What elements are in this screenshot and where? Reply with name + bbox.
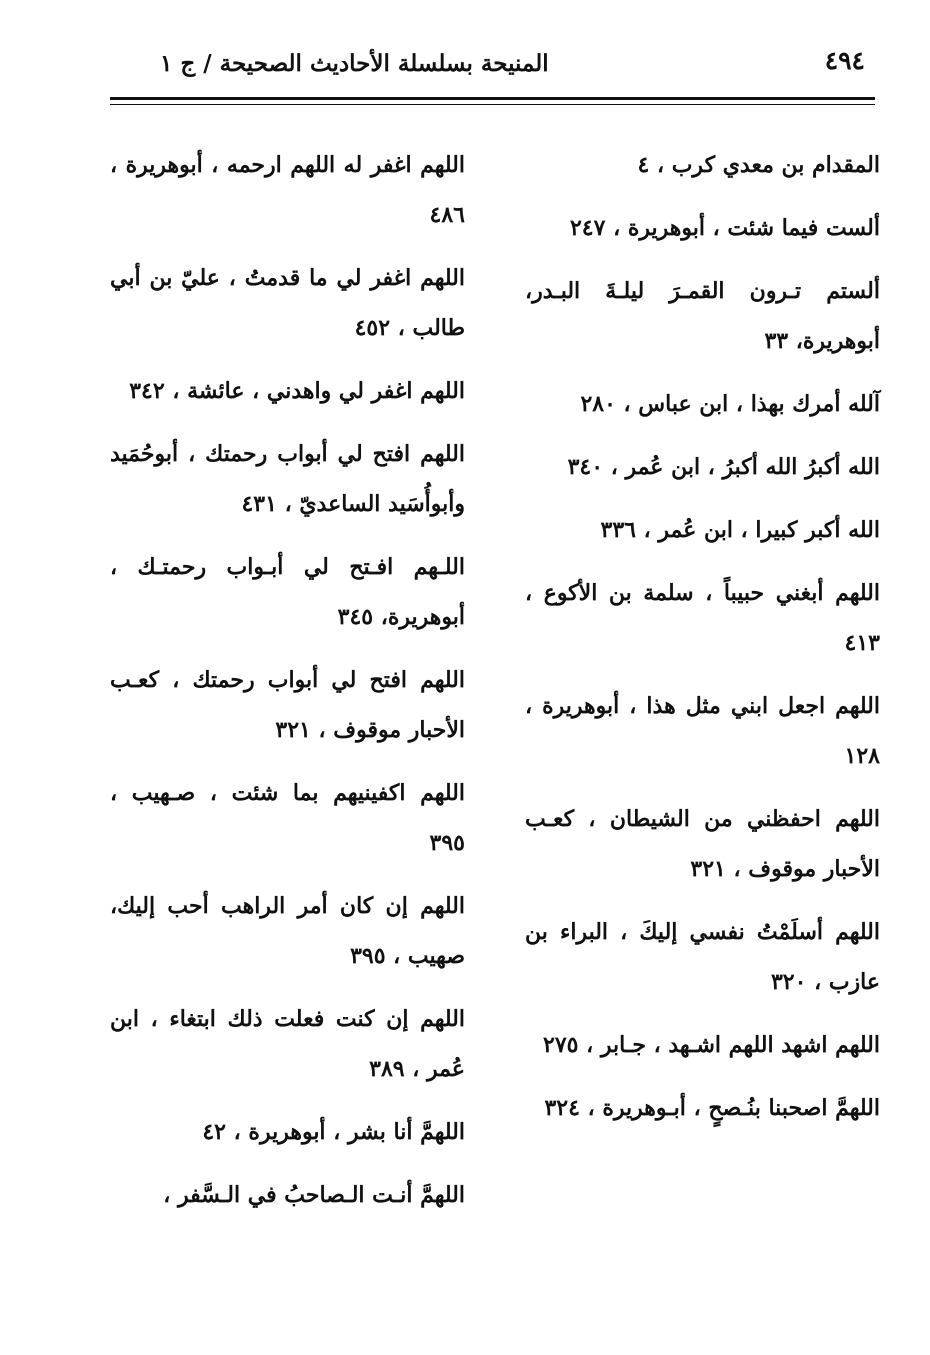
index-entry: الله أكبر كبيرا ، ابن عُمر ، ٣٣٦ <box>600 517 880 543</box>
index-entry: اللهم إن كنت فعلت ذلك ابتغاء ، ابن عُمر ، ٣٨٩ <box>110 1006 465 1082</box>
index-entry: اللهم إن كان أمر الراهب أحب إليك، صهيب ، ٣٩٥ <box>110 893 465 969</box>
index-entry: اللهم اشهد اللهم اشـهد ، جـابر ، ٢٧٥ <box>543 1032 880 1058</box>
index-entry: اللهمَّ أنـت الـصاحبُ في الـسَّفر ، <box>163 1182 465 1208</box>
index-entry: اللهم افتح لي أبواب رحمتك ، كعـب الأحبار موقوف ، ٣٢١ <box>110 667 465 743</box>
index-entry: اللهم اكفينيهم بما شئت ، صـهيب ، ٣٩٥ <box>110 780 465 856</box>
index-entry: اللهمَّ اصحبنا بنُـصحٍ ، أبـوهريرة ، ٣٢٤ <box>544 1095 880 1121</box>
index-entry: اللهم احفظني من الشيطان ، كعـب الأحبار موقوف ، ٣٢١ <box>525 806 880 882</box>
index-entry: اللهم افتح لي أبواب رحمتك ، أبوحُمَيد وأبوأُسَيد الساعديّ ، ٤٣١ <box>110 441 465 517</box>
index-entry: اللهم أسلَمْتُ نفسي إليكَ ، البراء بن عازب ، ٣٢٠ <box>525 919 880 995</box>
index-entry: اللهمَّ أنا بشر ، أبوهريرة ، ٤٢ <box>202 1119 465 1145</box>
index-entry: ألست فيما شئت ، أبوهريرة ، ٢٤٧ <box>569 215 880 241</box>
index-entry: اللهم اغفر لي واهدني ، عائشة ، ٣٤٢ <box>129 378 465 404</box>
header-rule-thin <box>110 104 875 105</box>
index-entry: المقدام بن معدي كرب ، ٤ <box>637 152 880 178</box>
index-entry: اللهم اغفر له اللهم ارحمه ، أبوهريرة ، ٤٨٦ <box>110 152 465 228</box>
index-entry: اللهم اجعل ابني مثل هذا ، أبوهريرة ، ١٢٨ <box>525 693 880 769</box>
page-header <box>110 40 875 90</box>
index-entry: الله أكبرُ الله أكبرُ ، ابن عُمر ، ٣٤٠ <box>567 454 880 480</box>
index-entry: اللهم أبغني حبيباً ، سلمة بن الأكوع ، ٤١٣ <box>525 580 880 656</box>
header-rule-thick <box>110 97 875 100</box>
index-column-left <box>110 140 465 1233</box>
index-column-right <box>525 140 880 1146</box>
index-entry: اللهم اغفر لي ما قدمتُ ، عليّ بن أبي طالب ، ٤٥٢ <box>110 265 465 341</box>
index-entry: ألستم تـرون القمـرَ ليلـةَ البـدر، أبوهريرة، ٣٣ <box>525 278 880 354</box>
index-entry: آلله أمرك بهذا ، ابن عباس ، ٢٨٠ <box>580 391 880 417</box>
page-number: ٤٩٤ <box>824 46 865 75</box>
running-title: المنيحة بسلسلة الأحاديث الصحيحة / ج ١ <box>160 50 549 77</box>
index-entry: اللـهم افـتح لي أبـواب رحمتـك ، أبوهريرة، ٣٤٥ <box>110 554 465 630</box>
